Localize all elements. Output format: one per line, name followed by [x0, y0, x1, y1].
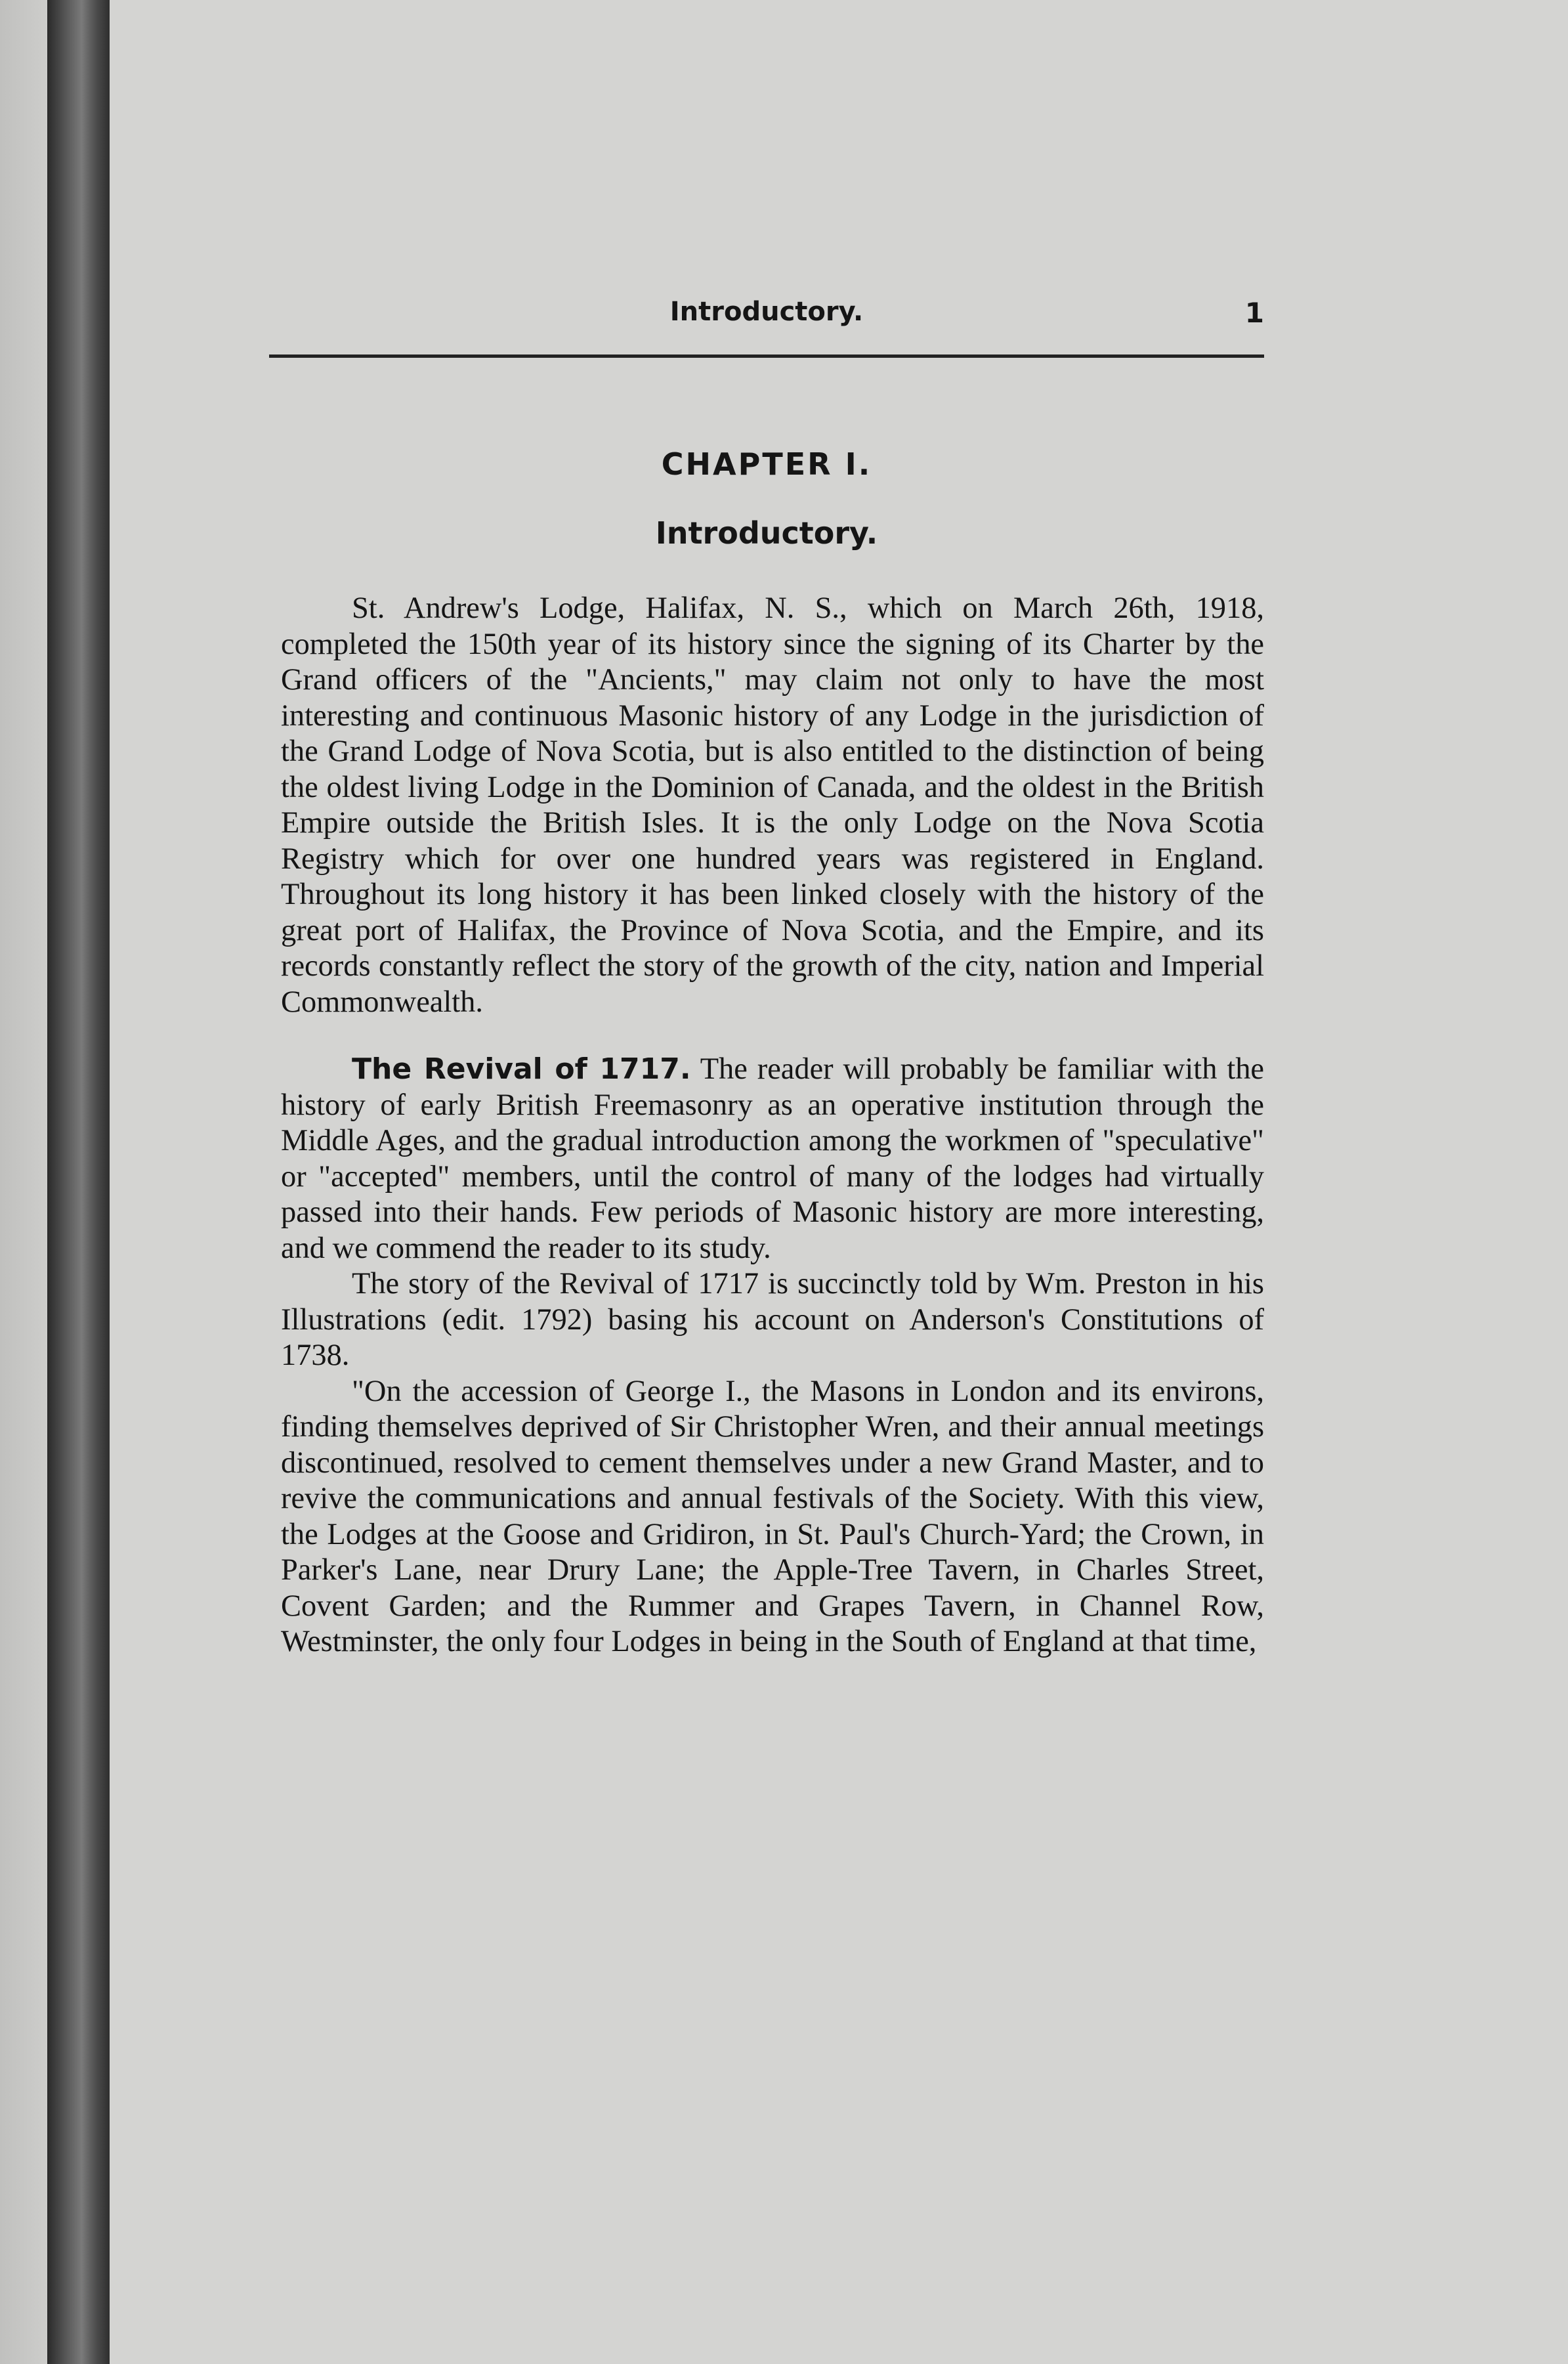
paragraph-revival-text: The reader will probably be familiar with the history of early British Freemasonry as an operative institution through the Middle Ages, and the gradual introduction among the workmen of "speculative" or "accepted" members, until the control of many of the lodges had virtually passed into their hands. Few periods of Masonic history are more interesting, and we commend the reader to its study.: [281, 1052, 1264, 1265]
paragraph-intro: St. Andrew's Lodge, Halifax, N. S., which on March 26th, 1918, completed the 150th year of its history since the signing of its Charter by the Grand officers of the "Ancients," may claim not only to have the most interesting and continuous Masonic history of any Lodge in the jurisdiction of the Grand Lodge of Nova Scotia, but is also entitled to the distinction of being the oldest living Lodge in the Dominion of Canada, and the oldest in the British Empire outside the British Isles. It is the only Lodge on the Nova Scotia Registry which for over one hundred years was registered in England. Throughout its long history it has been linked closely with the history of the great port of Halifax, the Province of Nova Scotia, and the Empire, and its records constantly reflect the story of the growth of the city, nation and Imperial Commonwealth.: [281, 591, 1264, 1019]
body-text: [281, 591, 1264, 1660]
paragraph-quotation: "On the accession of George I., the Masons in London and its environs, finding themselves deprived of Sir Christopher Wren, and their annual meetings discontinued, resolved to cement themselves under a new Grand Master, and to revive the communications and annual festivals of the Society. With this view, the Lodges at the Goose and Gridiron, in St. Paul's Church-Yard; the Crown, in Parker's Lane, near Drury Lane; the Apple-Tree Tavern, in Charles Street, Covent Garden; and the Rummer and Grapes Tavern, in Channel Row, Westminster, the only four Lodges in being in the South of England at that time,: [281, 1374, 1264, 1658]
section-heading: The Revival of 1717.: [352, 1052, 691, 1086]
header-rule: [269, 355, 1264, 358]
paragraph-preston: The story of the Revival of 1717 is succinctly told by Wm. Preston in his Illustrations (edit. 1792) basing his account on Anderson's Constitutions of 1738.: [281, 1267, 1264, 1372]
paragraph-revival: [281, 1052, 1264, 1266]
book-spine-edge: [47, 0, 110, 2364]
binding-shadow: [0, 0, 47, 2364]
page-number: 1: [1244, 297, 1264, 329]
chapter-title: Introductory.: [655, 515, 878, 551]
running-head-title: Introductory.: [669, 297, 864, 327]
chapter-number: CHAPTER I.: [661, 446, 872, 482]
running-head: [269, 289, 1264, 341]
